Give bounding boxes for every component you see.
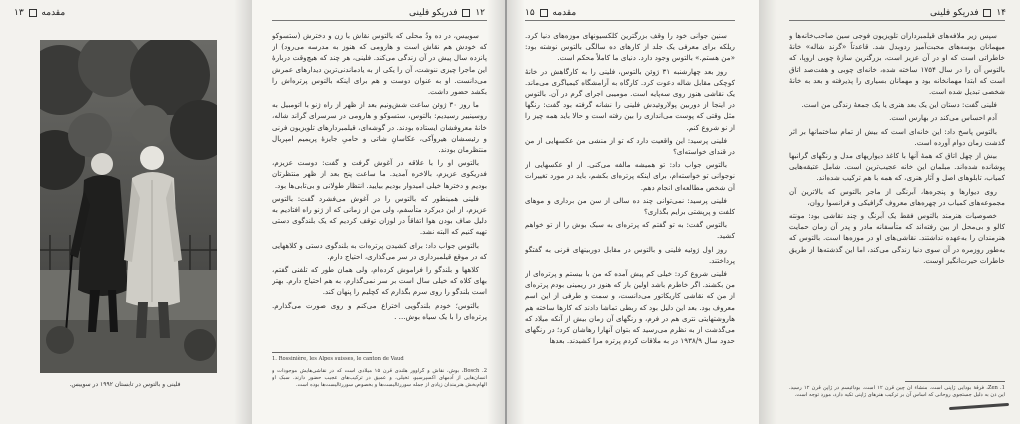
footnote-1: 1. Rossinière, les Alpes suisses, le canton de Vaud [272,356,404,362]
paragraph: روز اول ژوئیه فلینی و بالتوس در مقابل دوربینهای فرنی به گفتگو پرداختند. [525,244,735,265]
page-number: ۱۳ [14,8,24,18]
header-title: فدریکو فلینی [930,8,979,18]
header-title: مقدمه [552,8,577,18]
paragraph: کلاهها و بلندگو را فراموش کرده‌ام، ولی همان طور که تلفنی گفتم، بهای کلاه که خیلی سال است بر سر نمی‌گذارم، به هم احتیاج دارم. بهتر است بلندگو را روی سرم بگذارم که کچلیم را پنهان کند. [272,265,487,297]
paragraph: بالتوس گفت: به تو گفتم که پرتره‌ای به سبک بوش را از تو خواهم کشید. [525,220,735,241]
paragraph: بالتوس جواب داد: تو همیشه مالفه می‌کنی. از او عکسهایی از نوجوانی تو خواسته‌ام، برای اینکه پرتره‌ای بکشم، باید در مورد تغییرات آن شخص مطالعه‌ای انجام دهم. [525,160,735,192]
page-number: ۱۵ [525,8,535,18]
body-text [525,30,735,418]
running-header [930,8,1006,18]
paragraph: سپس زیر ملافه‌های قیلمبرداران تلویزیون فوجی سین صاحب‌خانه‌ها و میهمانان بوسه‌های محبت‌آمیز ردوبدل شد. قاعدتاً «گرند شاله» خانهٔ خاطراتی است که او در آن عزیز است، بزرگترین سازهٔ چوبی اروپا، که بالتوس آن را در سال ۱۷۵۴ ساخته شده، خانه‌ای چوبی و هفت‌صد اتاق است که ابتدا مهمانخانه بود و مهمانان بسیاری را پذیرفته و بعد به خانهٔ شخصی تبدیل شده است. [789,31,1005,97]
running-header [409,8,485,18]
paragraph: فلینی شروع کرد: خیلی کم پیش آمده که من با بیستم و پرتره‌ای از من بکشند. اگر خاطرم باشد اولین بار که هنوز در ریمینی بودم پرتره‌ای از من که نقاشی کاریکاتور می‌دانست، و سمت و طرفی از این اسم معروف بود. بعد این دلیل بود که ربطی تماشا دادند که کارها ساخته هم هاروشتهایتی نتری هم در فرم، و رنگهای آن زمان بیش از آنکه میلاد که می‌گذشت از به نظرم می‌رسید که بتوان آنهارا رهاشان کرد؛ در رنگهای حدود سال ۱۹۳۸/۹ در به ملاقات کردم پرتره مرا کشیدند. بعدها [525,269,735,346]
page-number: ۱۲ [475,8,485,18]
paragraph: ما روز ۳۰ ژوئن ساعت شش‌ونیم بعد از ظهر از راه ژنو با اتومبیل به روسینییر رسیدیم: بالتوس، ستسوکو و هارومی در سرسرای گراند شاله، خانهٔ معروفشان ایستاده بودند. در گوشه‌ای، قیلمبردارهای تلویزیون فرنی و رئیسشان هیروآکی، عکاسانِ شاتی و حامیِ جایزهٔ پریمیم امپریال منتظرمان بودند. [272,100,487,155]
running-header [525,8,576,18]
header-box-icon [29,9,37,17]
header-title: فدریکو فلینی [409,8,458,18]
photo-caption: فلینی و بالتوس در تابستان ۱۹۹۲ در سوییس. [69,381,181,388]
paragraph: بالتوس او را با علاقه در آغوش گرفت و گفت: دوست عزیزم، فدریکوی عزیزم، بالاخره آمدید. ما ساعت پنج بعد از ظهر منتظرتان بودیم و دخترها خیلی امیدوار بودیم بیایید. انتظار طولانی و بی‌تابی‌ها بود. [272,158,487,190]
paragraph: فلینی گفت: دستان این یک بعد هنری یا یک جمعهٔ زندگی من است. [801,100,997,110]
header-title: مقدمه [41,8,66,18]
header-rule [525,20,735,21]
photo-illustration [40,40,217,373]
header-rule [272,20,487,21]
paragraph: روی دیوارها و پنجره‌ها، آبرنگی از ماجر بالتوس که بالاترین آن مجموعه‌های کمیاب در چهره‌های معروف گرافیکی و فرانسوا روان، [789,186,1005,207]
footnote-2: 2. Bosch، بوش، نقاش و گراوور هلندی قرن ۱۵ میلادی است که در نقاشی‌هایش موجودات و انسان‌هایی از آدمهای اکسپرسیو، تخیلی، و عمیق در ترکیب‌های عجیب حضور دارند. سبک او الهام‌بخش هنرمندان زیادی از جمله سوررئالیست‌ها و بخصوص سوررئالیست‌ها بوده است. [272,368,487,388]
paragraph: بالتوس؛ خودم بلندگویی اختراع می‌کنم و روی صورت می‌گذارم. پرتره‌ای را با یک سیاه بوش... . [272,300,487,321]
paragraph: سوییس، در ده ودُ محلی که بالتوس نقاش با زن و دخترش (ستسوکو که خودش هم نقاش است و هارومی که هنوز به مدرسه می‌رود) از پانزده سال پیش در آن زندگی می‌کند. فلینی، هر چند که هیچ‌وقت دربارهٔ این ماجرا چیزی ننوشت، آن را یکی از به یادماندنی‌ترین دیدارهای عمرش می‌دانست. او به عنوان دوست و هم برای اینکه بالتوس پرتره‌اش را بکشد حضور داشت. [272,31,487,97]
paragraph: فلینی پرسید: این واقعیت دارد که تو از منشی من عکسهایی از من در قندای خواسته‌ای؟ [525,135,735,157]
body-text [789,30,1005,378]
paragraph: روز بعد چهارشنبه ۳۱ ژوئن بالتوس، فلینی را به کارگاهش در خانهٔ کوچکی مقابل شاله دعوت کرد. کارگاه به آرامشگاه کیمیاگری می‌ماند. یک نقاشی هنوز روی سه‌پایه است. مومیبی اجرای گرم در آن. بالتوس در اینجا از دوربین پولاروئیدش فلینی را نشانه گرفته بود گفت: رنگها مثل وقتی که پوست می‌اندازی را بین رفته است و حالا باید همه چیز را از نو شروع کنم. [525,66,735,132]
page-number: ۱۴ [996,8,1006,18]
page-photo [0,0,252,424]
footnote-rule [905,381,1005,382]
paragraph: بیش از چهل اتاق که همهٔ آنها با کاغذ دیواریهای مدل و رنگهای گرانبها پوشانده شده‌اند. مبلمان این خانه عجیب‌ترین است. شامل عتیقه‌هایی کمیاب، تابلوهای اصل و آثار هنری، که همه با هم ترکیب شده‌اند. [789,151,1005,183]
paragraph: فلینی پرسید: نمی‌توانی چند ده سالی از سن من برداری و موهای کلفت و پرپشتی برایم بگذاری؟ [525,195,735,217]
paragraph: خصوصیات هنرمند بالتوس فقط یک آبرنگ و چند نقاشی بود: مونته کالو و بی‌محل از بین رفته‌اند که متأسفانه مادر و پدر آن زمان حمایت هنرمندان را به‌عهده نداشتند. نقاشی‌های او در موزه‌ها است. بالتوس که به‌طور روزمره در آن سوی دنیا زندگی می‌کند، اما این گذشته‌ها از طریق خاطرات حیرت‌انگیز اوست. [789,211,1005,265]
body-text [272,30,487,348]
paragraph: بالتوس پاسخ داد: این خانه‌ای است که بیش از تمام ساختمانها بر اثر گذشت زمان دوام آورده است. [789,126,1005,147]
pen-mark [949,403,1009,410]
footnote-rule [272,352,372,353]
footnote: Zen .1، فرقهٔ بودایی ژاپنی است. منشاء آن چین قرن ۱۲ است. بودائیسم در ژاپن قرن ۱۲ رسید. این ذن به دلیل جستجوی روحانی که اساس آن بر ترکیب هنرهای ژاپنی تکیه دارد، مورد توجه است. [789,385,1005,398]
paragraph: بالتوس جواب داد: برای کشیدن پرتره‌ات به بلندگوی دستی و کلاههایی که در موقع قیلمبرداری در سر می‌گذاری، احتیاج دارم. [272,240,487,261]
header-box-icon [983,9,991,17]
paragraph: فلینی همینطور که بالتوس را در آغوش می‌فشرد گفت: بالتوس عزیزم، از این دیرکرد متأسفم، ولی من از زمانی که از ژنو راه افتادیم به دلیل صاف بودن هوا اتفاقاً در لوزان توقف کردیم که یک بلندگوی دستی تهیه کنیم که البته نشد. [272,193,487,237]
header-box-icon [540,9,548,17]
header-rule [789,20,1005,21]
page-12 [252,0,505,424]
header-box-icon [462,9,470,17]
page-14 [759,0,1020,424]
paragraph: آدم احساس می‌کند در بهارس است. [889,113,997,123]
paragraph: سنین جوانی خود را وقف بزرگترین کلکسیونهای موزه‌های دنیا کرد. ریلکه برای معرفی یک جلد از کارهای ده سالگی بالتوس نوشته بود: «من هستم.» بالتوس وجود دارد. دنیای ما کاملاً محکم است. [525,31,735,63]
page-15 [507,0,759,424]
running-header [14,8,65,18]
photograph [40,40,217,373]
